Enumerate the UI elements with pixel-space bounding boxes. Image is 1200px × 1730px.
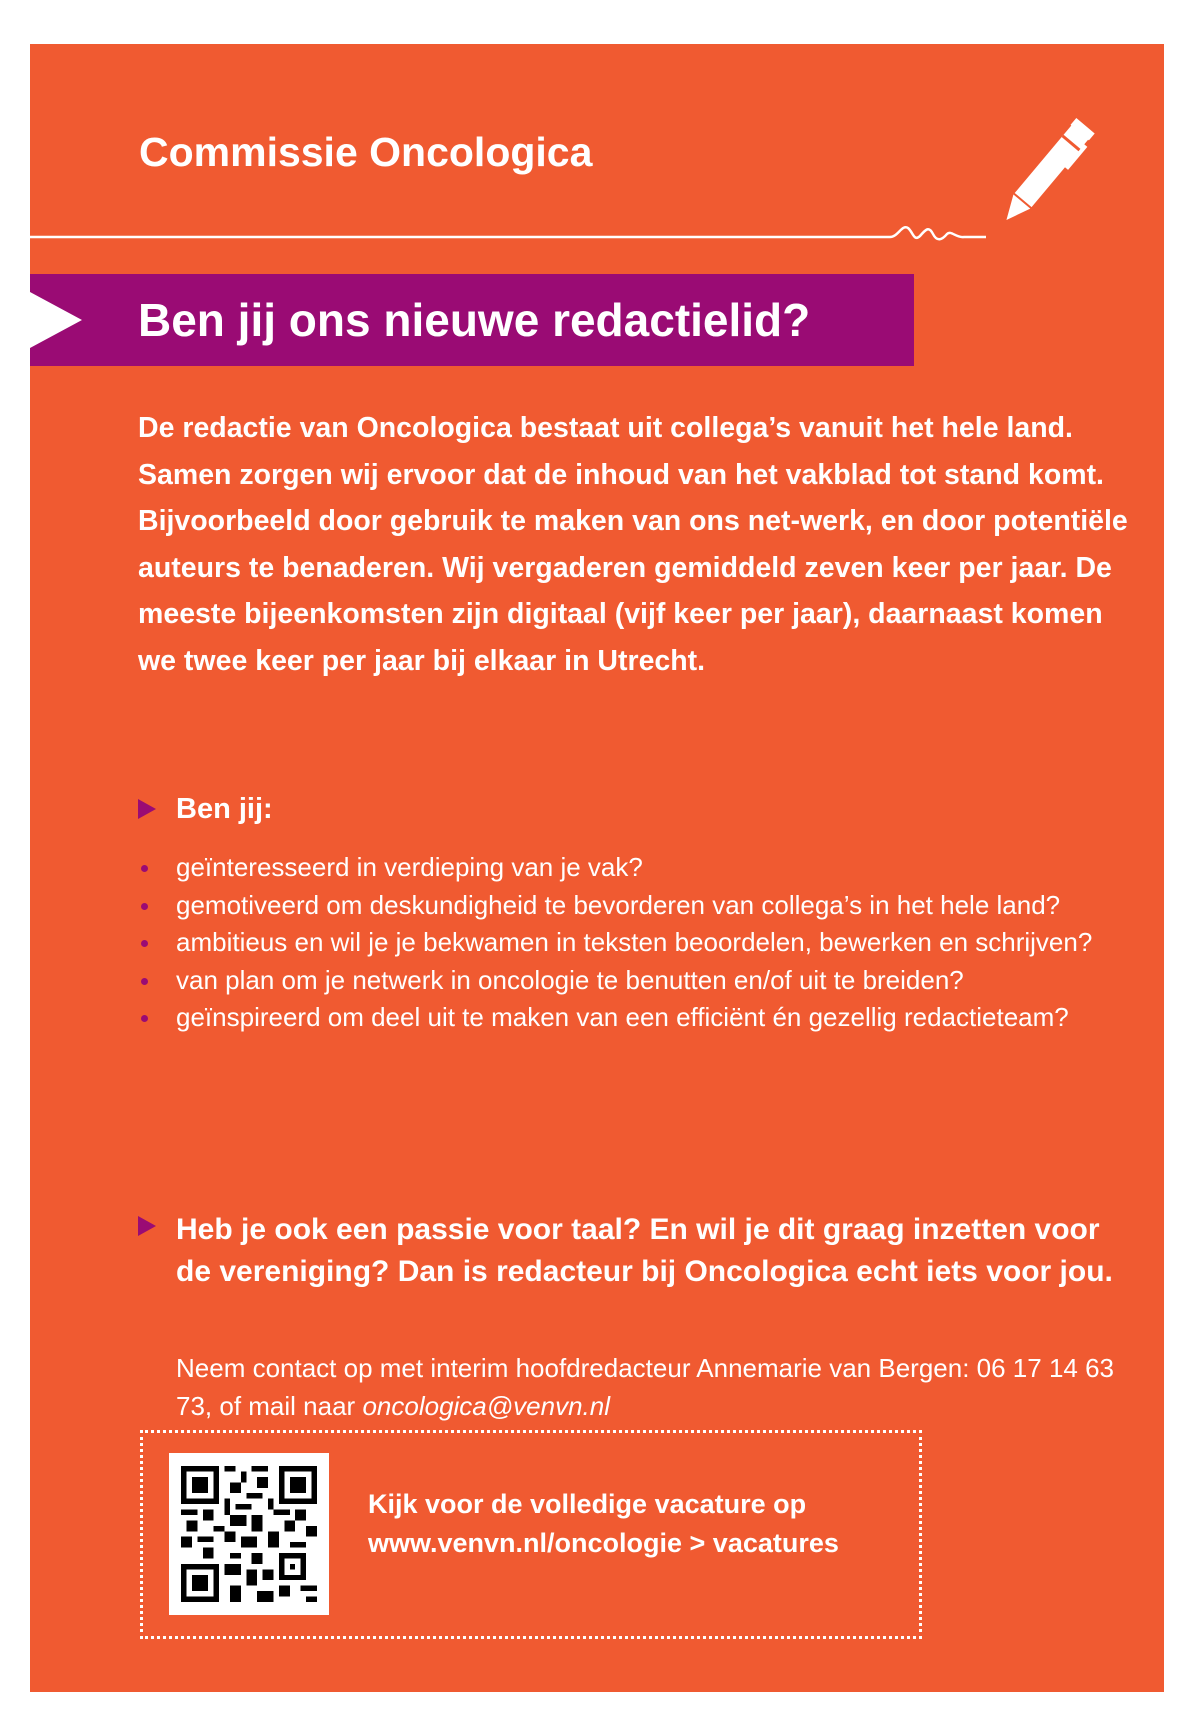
vacancy-link[interactable]: www.venvn.nl/oncologie > vacatures [368, 1528, 839, 1558]
vacancy-text [368, 1485, 839, 1563]
qr-code-icon[interactable] [181, 1466, 317, 1602]
passion-paragraph: Heb je ook een passie voor taal? En wil je dit graag inzetten voor de vereniging? Dan is redacteur bij Oncologica echt iets voor jou. [176, 1213, 1113, 1288]
triangle-right-icon [138, 799, 156, 819]
list-item: geïnspireerd om deel uit te maken van een efficiënt én gezellig redactieteam? [176, 999, 1136, 1037]
vacancy-line-1: Kijk voor de volledige vacature op [368, 1489, 807, 1519]
section-title: Commissie Oncologica [139, 129, 593, 175]
list-item: van plan om je netwerk in oncologie te benutten en/of uit te breiden? [176, 962, 1136, 1000]
signature-line-with-pen-icon [30, 104, 1164, 274]
list-item: geïnteresseerd in verdieping van je vak? [176, 849, 1136, 887]
intro-paragraph: De redactie van Oncologica bestaat uit collega’s vanuit het hele land. Samen zorgen wij ervoor dat de inhoud van het vakblad tot stand komt. Bijvoorbeeld door gebruik te maken van ons net-werk, en door potentiële auteurs te benaderen. Wij vergaderen gemiddeld zeven keer per jaar. De meeste bijeenkomsten zijn digitaal (vijf keer per jaar), daarnaast komen we twee keer per jaar bij elkaar in Utrecht. [138, 412, 1128, 677]
contact-paragraph [176, 1349, 1136, 1425]
triangle-right-icon [138, 1216, 156, 1236]
headline: Ben jij ons nieuwe redactielid? [138, 294, 811, 346]
contact-text: Neem contact op met interim hoofdredacteur Annemarie van Bergen: 06 17 14 63 73, of mail naar [176, 1353, 1115, 1421]
vacancy-flyer [30, 44, 1164, 1692]
criteria-list [176, 849, 1136, 1037]
list-item: ambitieus en wil je je bekwamen in teksten beoordelen, bewerken en schrijven? [176, 924, 1136, 962]
email-link[interactable]: oncologica@venvn.nl [362, 1391, 610, 1421]
arrow-icon [30, 292, 82, 348]
list-item: gemotiveerd om deskundigheid te bevorderen van collega’s in het hele land? [176, 887, 1136, 925]
vacancy-box [140, 1430, 922, 1639]
headline-band [30, 274, 914, 366]
criteria-heading: Ben jij: [176, 793, 273, 825]
qr-code-card [169, 1453, 329, 1615]
